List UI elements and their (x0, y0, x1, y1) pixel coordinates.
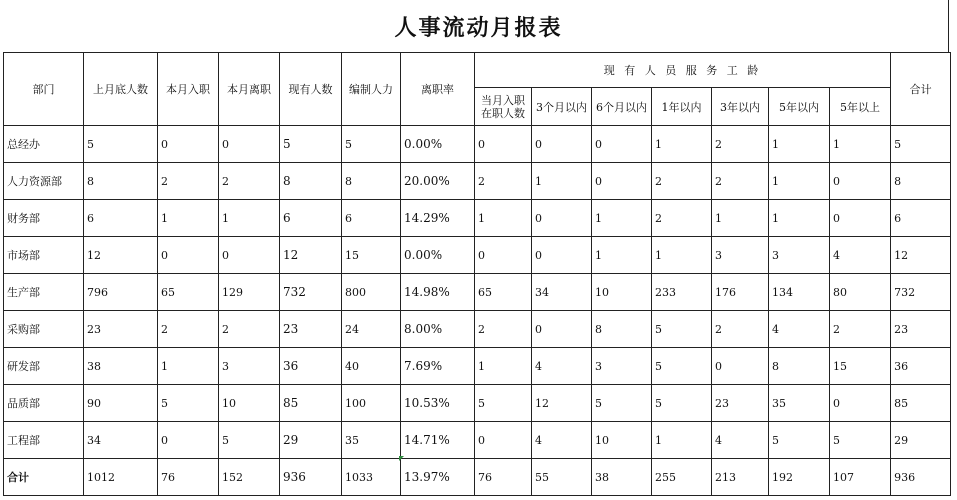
cell-quota: 35 (342, 422, 401, 459)
table-row (4, 311, 951, 348)
cell-service-new: 76 (475, 459, 532, 496)
cell-last-month: 1012 (84, 459, 158, 496)
cell-service-6m: 3 (592, 348, 652, 385)
cell-service-6m: 5 (592, 385, 652, 422)
cell-service-5y: 134 (769, 274, 830, 311)
cell-joined: 1 (158, 348, 219, 385)
cell-service-3y: 23 (712, 385, 769, 422)
cell-service-3y: 1 (712, 200, 769, 237)
cell-total: 732 (891, 274, 951, 311)
cell-service-5y: 8 (769, 348, 830, 385)
cell-service-over-5y: 1 (830, 126, 891, 163)
cell-service-6m: 10 (592, 422, 652, 459)
cell-total: 5 (891, 126, 951, 163)
cell-quota: 8 (342, 163, 401, 200)
cell-service-6m: 1 (592, 200, 652, 237)
cell-quota: 100 (342, 385, 401, 422)
cell-service-1y: 1 (652, 237, 712, 274)
cell-turnover: 8.00% (401, 311, 475, 348)
report-body (4, 126, 951, 496)
table-row (4, 422, 951, 459)
header-dept: 部门 (4, 53, 84, 126)
cell-service-new: 0 (475, 126, 532, 163)
cell-service-5y: 5 (769, 422, 830, 459)
cell-service-over-5y: 4 (830, 237, 891, 274)
cell-service-over-5y: 107 (830, 459, 891, 496)
cell-left: 152 (219, 459, 280, 496)
header-row-1 (4, 53, 951, 88)
cell-service-new: 0 (475, 237, 532, 274)
cell-service-6m: 0 (592, 163, 652, 200)
cell-joined: 65 (158, 274, 219, 311)
cell-total: 29 (891, 422, 951, 459)
cell-service-3m: 0 (532, 200, 592, 237)
cell-current: 23 (280, 311, 342, 348)
header-service-6m: 6个月以内 (592, 88, 652, 126)
cell-last-month: 5 (84, 126, 158, 163)
header-service-3m: 3个月以内 (532, 88, 592, 126)
cell-service-3m: 12 (532, 385, 592, 422)
cell-service-new: 5 (475, 385, 532, 422)
cell-service-3m: 55 (532, 459, 592, 496)
cell-quota: 1033 (342, 459, 401, 496)
title-right-border (948, 0, 949, 52)
cell-service-1y: 2 (652, 200, 712, 237)
cell-service-3m: 4 (532, 422, 592, 459)
cell-total: 23 (891, 311, 951, 348)
cell-dept: 品质部 (4, 385, 84, 422)
cell-dept: 总经办 (4, 126, 84, 163)
cell-service-3m: 4 (532, 348, 592, 385)
cell-left: 129 (219, 274, 280, 311)
header-service-new: 当月入职在职人数 (475, 88, 532, 126)
cell-joined: 2 (158, 163, 219, 200)
cell-service-3y: 4 (712, 422, 769, 459)
cell-service-3m: 1 (532, 163, 592, 200)
cell-current: 29 (280, 422, 342, 459)
cell-service-5y: 1 (769, 163, 830, 200)
table-row (4, 126, 951, 163)
cell-quota: 15 (342, 237, 401, 274)
cell-total: 36 (891, 348, 951, 385)
report-table (3, 52, 951, 496)
cell-service-1y: 1 (652, 126, 712, 163)
cell-service-new: 2 (475, 163, 532, 200)
cell-service-1y: 5 (652, 348, 712, 385)
cell-service-6m: 1 (592, 237, 652, 274)
total-row (4, 459, 951, 496)
cell-joined: 0 (158, 126, 219, 163)
cell-joined: 0 (158, 422, 219, 459)
cell-turnover: 0.00% (401, 237, 475, 274)
cell-turnover: 0.00% (401, 126, 475, 163)
report-title: 人事流动月报表 (394, 15, 563, 41)
cell-dept: 合计 (4, 459, 84, 496)
cell-dept: 工程部 (4, 422, 84, 459)
cell-turnover: 13.97% (401, 459, 475, 496)
cell-service-new: 0 (475, 422, 532, 459)
cell-service-5y: 3 (769, 237, 830, 274)
cell-service-new: 65 (475, 274, 532, 311)
cell-service-over-5y: 2 (830, 311, 891, 348)
cell-quota: 24 (342, 311, 401, 348)
cell-dept: 人力资源部 (4, 163, 84, 200)
cell-last-month: 38 (84, 348, 158, 385)
cell-dept: 财务部 (4, 200, 84, 237)
cell-dept: 采购部 (4, 311, 84, 348)
cell-service-3y: 2 (712, 311, 769, 348)
header-total: 合计 (891, 53, 951, 126)
cell-service-over-5y: 0 (830, 385, 891, 422)
cell-service-5y: 1 (769, 126, 830, 163)
cell-service-over-5y: 80 (830, 274, 891, 311)
cell-quota: 6 (342, 200, 401, 237)
cell-service-3y: 2 (712, 163, 769, 200)
table-row (4, 274, 951, 311)
cell-dept: 生产部 (4, 274, 84, 311)
header-current: 现有人数 (280, 53, 342, 126)
cell-service-1y: 255 (652, 459, 712, 496)
cell-service-1y: 5 (652, 385, 712, 422)
cell-quota: 40 (342, 348, 401, 385)
cell-last-month: 12 (84, 237, 158, 274)
cell-left: 3 (219, 348, 280, 385)
cell-quota: 800 (342, 274, 401, 311)
cell-joined: 2 (158, 311, 219, 348)
cell-service-1y: 1 (652, 422, 712, 459)
header-last-month: 上月底人数 (84, 53, 158, 126)
cell-last-month: 8 (84, 163, 158, 200)
cell-service-1y: 233 (652, 274, 712, 311)
cell-dept: 研发部 (4, 348, 84, 385)
cell-left: 2 (219, 163, 280, 200)
cell-service-1y: 5 (652, 311, 712, 348)
header-service-group: 现 有 人 员 服 务 工 龄 (475, 53, 891, 88)
table-row (4, 200, 951, 237)
cell-dept: 市场部 (4, 237, 84, 274)
cell-service-6m: 10 (592, 274, 652, 311)
header-service-over-5y: 5年以上 (830, 88, 891, 126)
cell-current: 85 (280, 385, 342, 422)
cell-left: 5 (219, 422, 280, 459)
cell-turnover: 14.71% (401, 422, 475, 459)
cell-turnover: 14.98% (401, 274, 475, 311)
cell-left: 10 (219, 385, 280, 422)
header-left: 本月离职 (219, 53, 280, 126)
header-joined: 本月入职 (158, 53, 219, 126)
cell-joined: 0 (158, 237, 219, 274)
cell-service-6m: 8 (592, 311, 652, 348)
cell-service-5y: 1 (769, 200, 830, 237)
cell-total: 8 (891, 163, 951, 200)
table-row (4, 163, 951, 200)
header-service-3y: 3年以内 (712, 88, 769, 126)
cell-left: 1 (219, 200, 280, 237)
cell-joined: 76 (158, 459, 219, 496)
cell-current: 8 (280, 163, 342, 200)
cell-service-6m: 38 (592, 459, 652, 496)
cell-service-3y: 2 (712, 126, 769, 163)
cell-indicator-icon (399, 456, 404, 461)
cell-service-new: 1 (475, 348, 532, 385)
cell-service-1y: 2 (652, 163, 712, 200)
cell-last-month: 34 (84, 422, 158, 459)
cell-service-5y: 35 (769, 385, 830, 422)
cell-current: 12 (280, 237, 342, 274)
header-service-5y: 5年以内 (769, 88, 830, 126)
table-row (4, 385, 951, 422)
table-row (4, 348, 951, 385)
cell-turnover: 7.69% (401, 348, 475, 385)
cell-total: 12 (891, 237, 951, 274)
cell-last-month: 6 (84, 200, 158, 237)
header-quota: 编制人力 (342, 53, 401, 126)
cell-total: 936 (891, 459, 951, 496)
cell-current: 36 (280, 348, 342, 385)
header-turnover: 离职率 (401, 53, 475, 126)
cell-service-3y: 0 (712, 348, 769, 385)
cell-quota: 5 (342, 126, 401, 163)
cell-current: 732 (280, 274, 342, 311)
cell-service-3m: 0 (532, 126, 592, 163)
cell-service-5y: 4 (769, 311, 830, 348)
cell-service-5y: 192 (769, 459, 830, 496)
cell-turnover: 20.00% (401, 163, 475, 200)
table-row (4, 237, 951, 274)
cell-left: 2 (219, 311, 280, 348)
cell-left: 0 (219, 126, 280, 163)
cell-joined: 1 (158, 200, 219, 237)
cell-service-3m: 0 (532, 311, 592, 348)
cell-joined: 5 (158, 385, 219, 422)
cell-last-month: 23 (84, 311, 158, 348)
cell-service-6m: 0 (592, 126, 652, 163)
cell-current: 6 (280, 200, 342, 237)
cell-service-3y: 213 (712, 459, 769, 496)
cell-turnover: 14.29% (401, 200, 475, 237)
cell-service-3m: 0 (532, 237, 592, 274)
cell-service-over-5y: 5 (830, 422, 891, 459)
cell-last-month: 90 (84, 385, 158, 422)
cell-service-3y: 3 (712, 237, 769, 274)
cell-current: 936 (280, 459, 342, 496)
cell-turnover: 10.53% (401, 385, 475, 422)
header-service-1y: 1年以内 (652, 88, 712, 126)
cell-total: 85 (891, 385, 951, 422)
cell-service-new: 2 (475, 311, 532, 348)
cell-service-3m: 34 (532, 274, 592, 311)
cell-current: 5 (280, 126, 342, 163)
cell-total: 6 (891, 200, 951, 237)
cell-service-over-5y: 15 (830, 348, 891, 385)
cell-service-over-5y: 0 (830, 163, 891, 200)
cell-service-3y: 176 (712, 274, 769, 311)
cell-last-month: 796 (84, 274, 158, 311)
cell-service-new: 1 (475, 200, 532, 237)
cell-left: 0 (219, 237, 280, 274)
cell-service-over-5y: 0 (830, 200, 891, 237)
